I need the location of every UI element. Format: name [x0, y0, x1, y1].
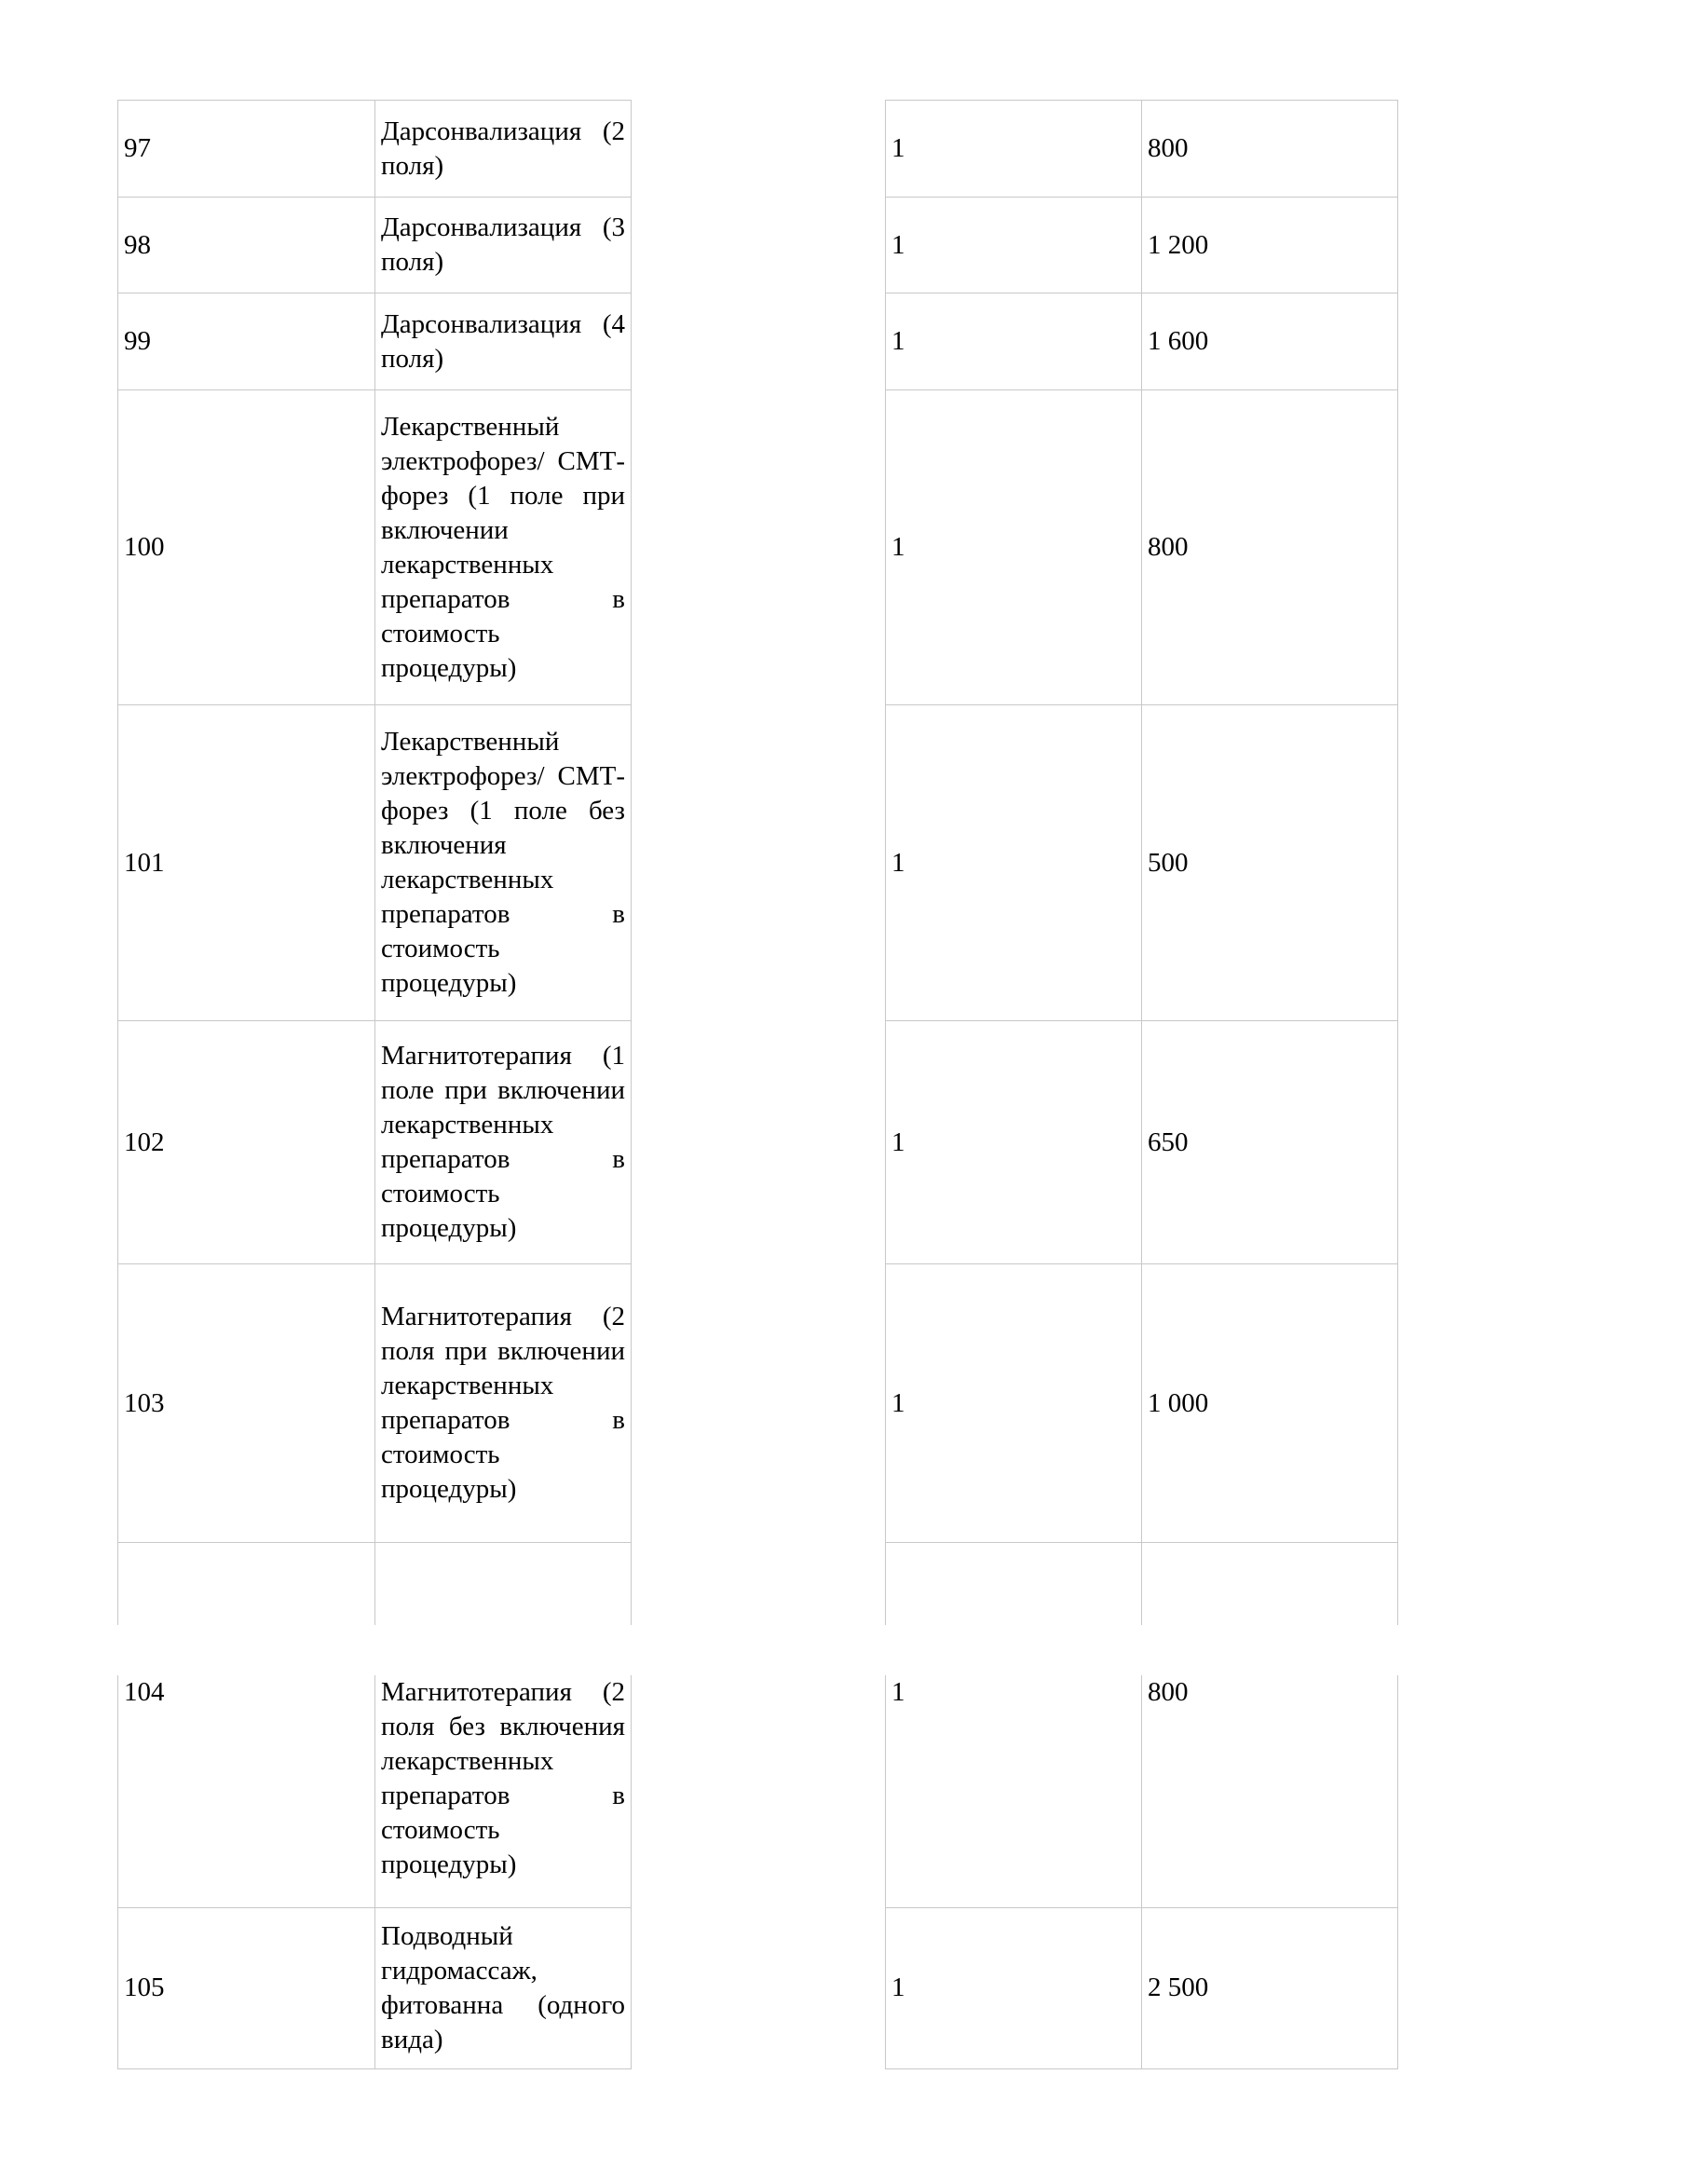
services-table-right-continued — [885, 1675, 1398, 2069]
row-number: 97 — [118, 101, 375, 198]
table-row — [886, 198, 1398, 293]
services-table-left-continued — [117, 1675, 632, 2069]
table-row — [118, 390, 632, 705]
price-cell: 800 — [1142, 101, 1398, 198]
table-row — [118, 1021, 632, 1264]
row-number: 105 — [118, 1907, 375, 2068]
service-description: Магнитотерапия (1 поле при включении лекарственных препаратов в стоимость процедуры) — [375, 1021, 632, 1264]
row-number: 99 — [118, 293, 375, 390]
row-number: 104 — [118, 1675, 375, 1907]
table-row — [118, 1264, 632, 1543]
price-cell: 1 200 — [1142, 198, 1398, 293]
service-description: Магнитотерапия (2 поля без включения лекарственных препаратов в стоимость процедуры) — [375, 1675, 632, 1907]
quantity-cell: 1 — [886, 705, 1142, 1021]
row-number: 103 — [118, 1264, 375, 1543]
service-description: Дарсонвализация (4 поля) — [375, 293, 632, 390]
service-description: Подводный гидромассаж, фитованна (одного вида) — [375, 1907, 632, 2068]
table-row — [886, 1264, 1398, 1543]
quantity-cell: 1 — [886, 390, 1142, 705]
services-table-left — [117, 100, 632, 1625]
service-description: Магнитотерапия (2 поля при включении лекарственных препаратов в стоимость процедуры) — [375, 1264, 632, 1543]
quantity-cell: 1 — [886, 198, 1142, 293]
services-table-right — [885, 100, 1398, 1625]
service-description: Дарсонвализация (3 поля) — [375, 198, 632, 293]
quantity-cell: 1 — [886, 293, 1142, 390]
table-row — [886, 1907, 1398, 2068]
row-number: 102 — [118, 1021, 375, 1264]
service-description: Лекарственный электрофорез/ СМТ-форез (1 поле без включения лекарственных препаратов в стоимость процедуры) — [375, 705, 632, 1021]
table-row — [886, 390, 1398, 705]
table-row — [118, 705, 632, 1021]
table-row — [118, 293, 632, 390]
table-row — [886, 101, 1398, 198]
quantity-cell: 1 — [886, 1264, 1142, 1543]
table-row-empty — [886, 1543, 1398, 1625]
price-cell: 1 000 — [1142, 1264, 1398, 1543]
quantity-cell: 1 — [886, 1675, 1142, 1907]
service-description: Лекарственный электрофорез/ СМТ-форез (1 поле при включении лекарственных препаратов в стоимость процедуры) — [375, 390, 632, 705]
table-row — [886, 1021, 1398, 1264]
price-cell: 1 600 — [1142, 293, 1398, 390]
service-description: Дарсонвализация (2 поля) — [375, 101, 632, 198]
table-row — [886, 293, 1398, 390]
table-row — [886, 705, 1398, 1021]
price-cell: 2 500 — [1142, 1907, 1398, 2068]
quantity-cell: 1 — [886, 1907, 1142, 2068]
row-number: 101 — [118, 705, 375, 1021]
table-row — [886, 1675, 1398, 1907]
price-cell: 650 — [1142, 1021, 1398, 1264]
row-number: 100 — [118, 390, 375, 705]
price-cell: 800 — [1142, 1675, 1398, 1907]
table-row — [118, 198, 632, 293]
table-row — [118, 1675, 632, 1907]
quantity-cell: 1 — [886, 1021, 1142, 1264]
table-row-empty — [118, 1543, 632, 1625]
table-row — [118, 101, 632, 198]
quantity-cell: 1 — [886, 101, 1142, 198]
price-cell: 800 — [1142, 390, 1398, 705]
row-number: 98 — [118, 198, 375, 293]
table-row — [118, 1907, 632, 2068]
price-cell: 500 — [1142, 705, 1398, 1021]
